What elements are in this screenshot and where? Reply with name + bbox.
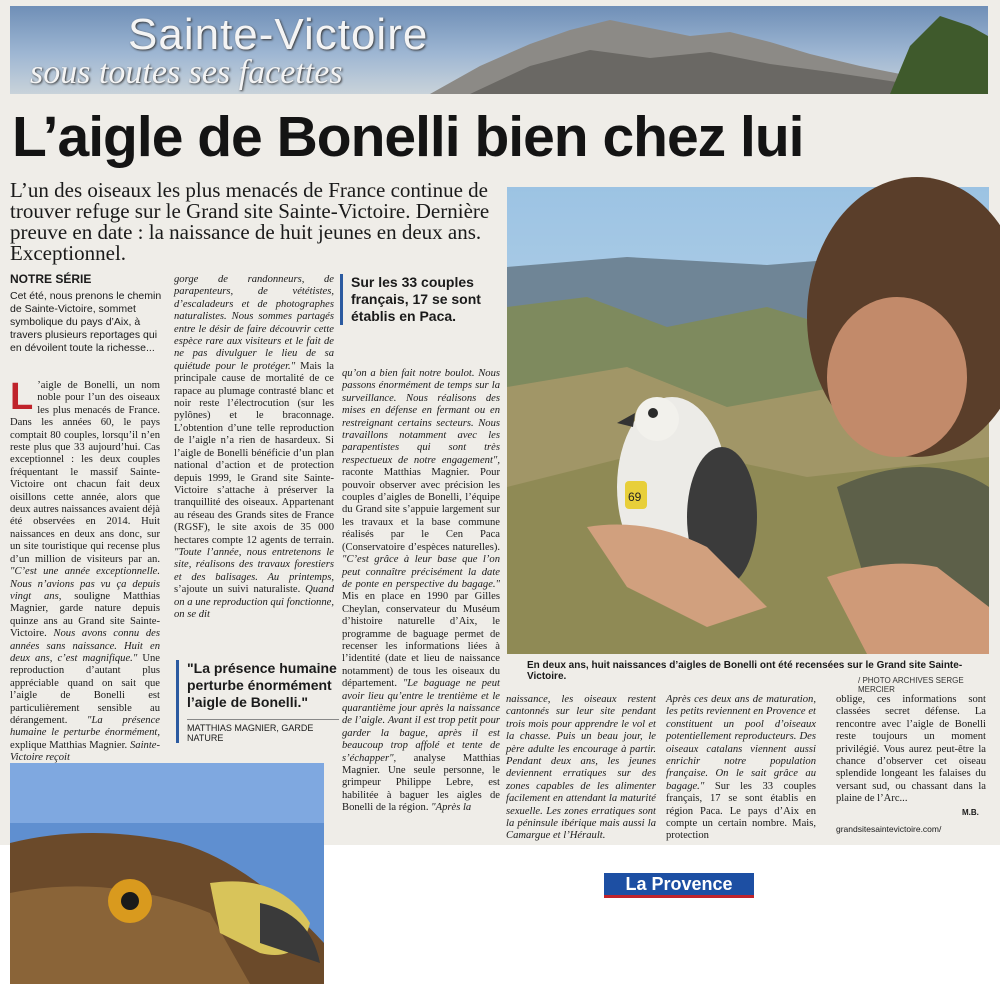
article-column-4 (506, 694, 656, 842)
photo-caption: En deux ans, huit naissances d’aigles de Bonelli ont été recensées sur le Grand site Sainte-Victoire. (527, 660, 963, 682)
body-quote: "La présence humaine le perturbe énormément, (10, 714, 160, 739)
body-text: souligne Matthias Magnier, garde nature depuis quinze ans au Grand site Sainte-Victoire. (10, 590, 160, 640)
body-text: s’ajoute un suivi naturaliste. (174, 584, 306, 596)
quote-text: "La présence humaine perturbe énormément l’aigle de Bonelli." (187, 660, 337, 710)
body-quote: Sainte-Victoire reçoit (10, 739, 160, 764)
body-quote: qu’on a bien fait notre boulot. Nous passons énormément de temps sur la surveillance. Nous réalisons des mises en défense en fermant ou en restreignant certains secteurs. Nous travaillons notamment avec les parapentistes qui sont très respectueux de notre engagement", (342, 368, 500, 466)
body-text: Une reproduction d’autant plus appréciable quand on sait que l’aigle de Bonelli est particulièrement sensible au dérangement. (10, 652, 160, 726)
body-text: oblige, ces informations sont classées secret défense. La rencontre avec l’aigle de Bonelli reste toujours un moment privilégié. Vous aurez peut-être la chance d’observer cet oiseau splendide longeant les falaises du versant sud, ou chassant dans la plaine de l’Arc... (836, 694, 986, 805)
banner-subtitle: sous toutes ses facettes (30, 54, 343, 91)
body-quote: "Le baguage ne peut avoir lieu qu’entre le trentième et le quarantième jour après la naissance de l’aigle. Avant il est trop petit pour garder la bague, après il est beaucoup trop affolé et tente de s’échapper", (342, 678, 500, 764)
body-text: Sur les 33 couples français, 17 se sont établis en région Paca. Le pays d’Aix en compte un certain nombre. Mais, protection (666, 780, 816, 842)
article-column-1 (10, 376, 160, 764)
la-provence-logo: La Provence (604, 873, 754, 898)
band-number: 69 (628, 490, 642, 504)
photo-credit: / PHOTO ARCHIVES SERGE MERCIER (858, 676, 964, 694)
body-quote: Après ces deux ans de maturation, les petits reviennent en Provence et constituent un pool d’oiseaux potentiellement reproducteurs. Des oiseaux catalans viennent aussi enrichir notre population française. On le sait grâce au bagage." (666, 694, 816, 792)
body-text: ’aigle de Bonelli, un nom noble pour l’un des oiseaux les plus menacés de France. Dans les années 60, le pays comptait 80 couples, lorsqu’il n’en reste plus que 33 aujourd’hui. Cas exceptionnel : les deux couples fréquentant le massif Sainte-Victoire ont chacun fait deux oisillons cette année, alors que deux autres naissances avaient déjà été observées en 2014. Huit naissances en deux ans donc, sur un site touristique qui recense plus d’un million de visiteurs par an. (10, 380, 160, 565)
quote-author: MATTHIAS MAGNIER, GARDE NATURE (187, 719, 339, 743)
body-quote: "Toute l’année, nous entretenons le site, réalisons des travaux forestiers et des balisages. Au printemps, (174, 546, 334, 583)
series-kicker: NOTRE SÉRIE (10, 272, 92, 286)
body-text: Mis en place en 1990 par Gilles Cheylan, conservateur du Muséum d’histoire naturelle d’Aix, le programme de baguage permet de recenser les informations liées à l’identité (date et lieu de naissance notamment) de tous les oiseaux du département. (342, 591, 500, 690)
article-column-5 (666, 694, 816, 842)
body-quote: Nous avons connu des années sans naissance. Huit en deux ans, c’est magnifique." (10, 628, 160, 664)
banner-title: Sainte-Victoire (128, 10, 429, 59)
drop-cap: L (10, 376, 34, 418)
body-quote: Quand on a une reproduction qui fonctionne, on se dit (174, 584, 334, 620)
body-quote: "Après la (431, 802, 472, 814)
body-quote: "C’est grâce à leur base que l’on peut connaître précisément la date de ponte en perspective du bagage." (342, 554, 500, 590)
author-signature: M.B. (962, 808, 979, 817)
body-text: explique Matthias Magnier. (10, 739, 130, 751)
eagle-head-photo (10, 763, 324, 984)
body-text: analyse Matthias Magnier. Une seule personne, le grimpeur Philippe Lebre, est habilitée à baguer les aigles de Bonelli de la région. (342, 752, 500, 814)
body-text: raconte Matthias Magnier. Pour pouvoir observer avec précision les couples d’aigles de Bonelli, l’équipe du Grand site s’appuie largement sur les travaux et la base commune réalisés par le Cen Paca (Conservatoire d’espèces naturelles). (342, 467, 500, 553)
article-column-3 (342, 368, 500, 814)
article-column-6 (836, 694, 986, 822)
article-column-2 (174, 274, 334, 654)
body-quote: gorge de randonneurs, de parapenteurs, de vététistes, d’escaladeurs et de photographes naturalistes. Nous sommes partagés entre le désir de faire découvrir cette espèce rare aux visiteurs et le fait de ne pas divulguer le lieu de sa quiétude pour le protéger." (174, 274, 334, 372)
website-link: grandsitesaintevictoire.com/ (836, 824, 942, 834)
series-intro: Cet été, nous prenons le chemin de Sainte-Victoire, sommet symbolique du pays d’Aix, à travers plusieurs reportages qui en dévoilent toute la richesse... (10, 290, 162, 354)
series-banner (10, 6, 988, 94)
body-quote: naissance, les oiseaux restent cantonnés sur leur site pendant trois mois pour apprendre le vol et la chasse. Puis un beau jour, le père adulte les encourage à partir. Pendant deux ans, les jeunes deviennent erratiques sur des zones capables de les alimenter facilement en attendant la maturité sexuelle. Les zones erratiques sont la péninsule ibérique mais aussi la Camargue et l’Hérault. (506, 694, 656, 842)
eaglet-photo (507, 187, 989, 654)
body-text: Mais la principale cause de mortalité de ce rapace au plumage contrasté blanc et noir reste l’électrocution (sur les pylônes) et le braconnage. L’obtention d’une telle reproduction de l’aigle n’a rien de hasardeux. Si l’aigle de Bonelli bénéficie d’un plan national d’action et de protection depuis 1999, le Grand site Sainte-Victoire s’attache à préserver la tranquillité des oiseaux. Appartenant au réseau des Grands sites de France (RGSF), le site axois de 35 000 hectares compte 12 agents de terrain. (174, 360, 334, 546)
body-quote: "C’est une année exceptionnelle. Nous n’avions pas vu ça depuis vingt ans, (10, 566, 160, 602)
pull-quote: Sur les 33 couples français, 17 se sont établis en Paca. (340, 274, 511, 325)
headline: L’aigle de Bonelli bien chez lui (12, 105, 804, 169)
lead-paragraph: L’un des oiseaux les plus menacés de France continue de trouver refuge sur le Grand site Sainte-Victoire. Dernière preuve en date : la naissance de huit jeunes en deux ans. Exceptionnel. (10, 178, 490, 265)
quote-box (176, 660, 339, 743)
